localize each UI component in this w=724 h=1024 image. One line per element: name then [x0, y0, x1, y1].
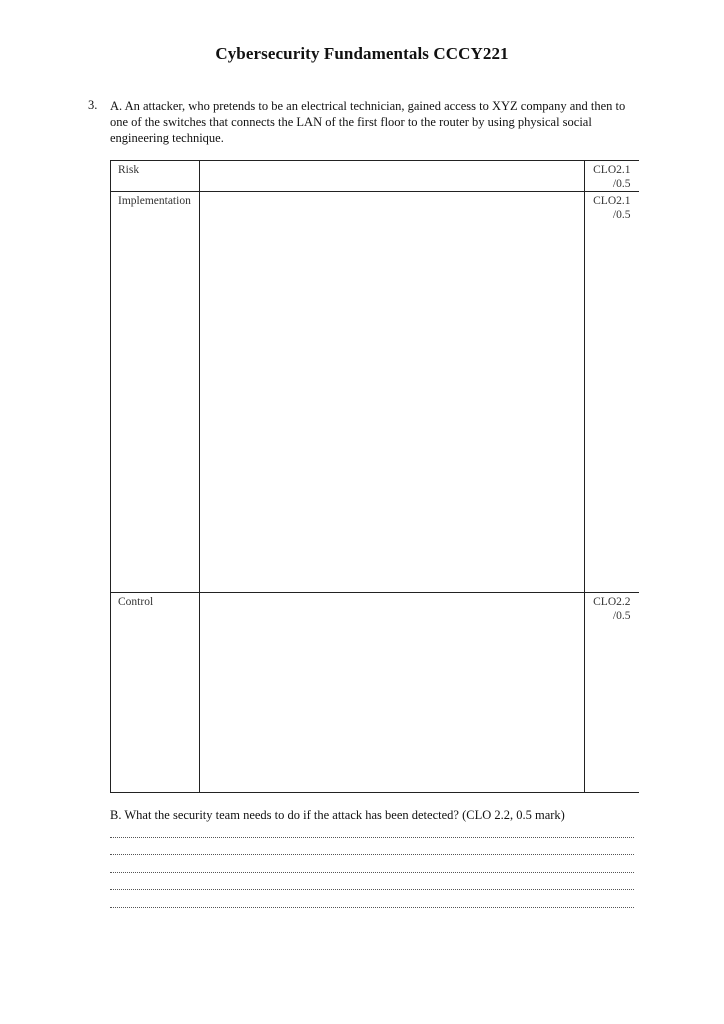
- answer-line[interactable]: [110, 855, 634, 873]
- clo-mark-control: /0.5: [612, 610, 631, 622]
- row-label-risk: Risk: [111, 161, 200, 192]
- row-label-control: Control: [111, 593, 200, 793]
- table-row-implementation: [111, 192, 639, 593]
- clo-cell-implementation: [585, 192, 639, 593]
- answer-cell-control[interactable]: [200, 593, 585, 793]
- clo-code-implementation: CLO2.1: [593, 195, 631, 207]
- document-title: Cybersecurity Fundamentals CCCY221: [215, 44, 509, 63]
- part-b-answer-area: [110, 820, 634, 908]
- clo-mark-risk: /0.5: [612, 178, 631, 190]
- clo-cell-risk: [585, 161, 639, 192]
- clo-cell-control: [585, 593, 639, 793]
- answer-line[interactable]: [110, 838, 634, 856]
- row-label-implementation: Implementation: [111, 192, 200, 593]
- clo-code-control: CLO2.2: [593, 596, 631, 608]
- table-row-control: [111, 593, 639, 793]
- table-row-risk: [111, 161, 639, 192]
- answer-table: [110, 160, 639, 793]
- question-number: 3.: [88, 98, 98, 112]
- answer-line[interactable]: [110, 873, 634, 891]
- answer-cell-risk[interactable]: [200, 161, 585, 192]
- clo-code-risk: CLO2.1: [593, 164, 631, 176]
- answer-line[interactable]: [110, 890, 634, 908]
- question-part-a-text: A. An attacker, who pretends to be an electrical technician, gained access to XYZ company and then to one of the switches that connects the LAN of the first floor to the router by using physical social engineering technique.: [110, 99, 626, 145]
- answer-line[interactable]: [110, 820, 634, 838]
- clo-mark-implementation: /0.5: [612, 209, 631, 221]
- question-part-b-text: B. What the security team needs to do if the attack has been detected? (CLO 2.2, 0.5 mark): [110, 808, 565, 822]
- answer-cell-implementation[interactable]: [200, 192, 585, 593]
